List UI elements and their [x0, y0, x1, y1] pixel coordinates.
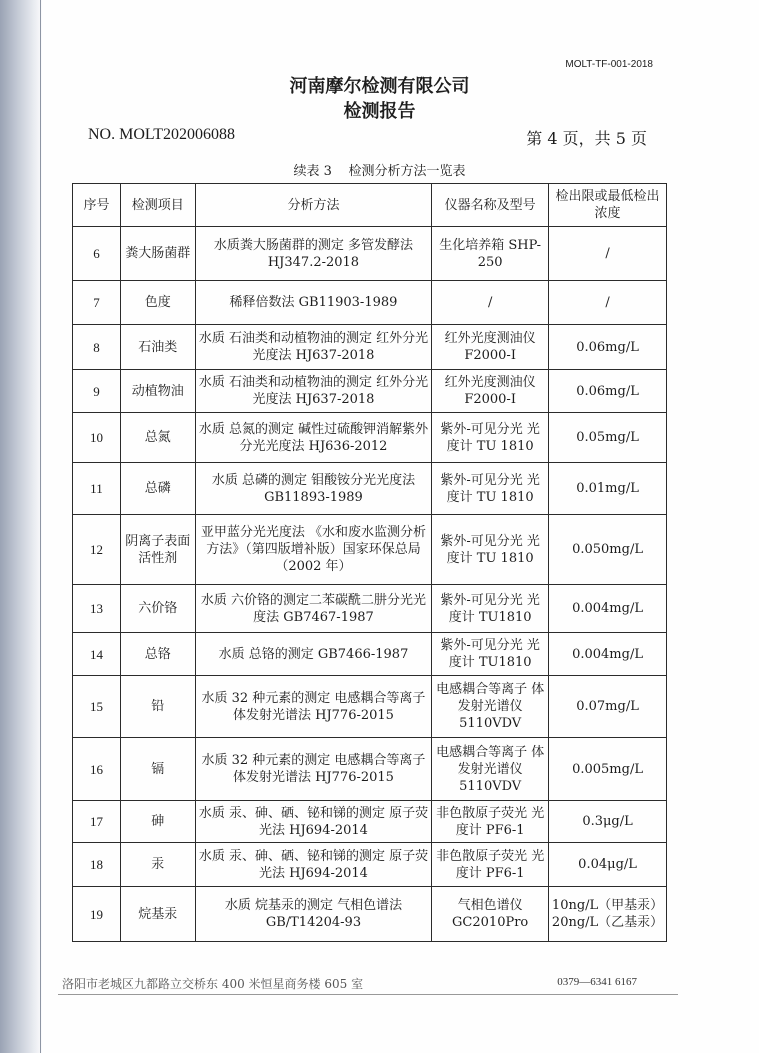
row-instrument: 红外光度测油仪 F2000-I — [432, 370, 549, 413]
report-number: NO. MOLT202006088 — [88, 126, 235, 143]
row-instrument: 红外光度测油仪 F2000-Ⅰ — [432, 325, 549, 370]
header-seq: 序号 — [73, 184, 121, 227]
table-row — [73, 738, 667, 801]
row-instrument: 紫外-可见分光 光度计 TU 1810 — [432, 515, 549, 585]
header-method: 分析方法 — [195, 184, 432, 227]
row-instrument: / — [432, 281, 549, 325]
row-method: 水质 总磷的测定 钼酸铵分光光度法 GB11893-1989 — [195, 463, 432, 515]
row-limit: 0.005mg/L — [549, 738, 667, 801]
methods-table — [72, 183, 667, 942]
footer-phone: 0379—6341 6167 — [557, 976, 637, 988]
row-instrument: 紫外-可见分光 光度计 TU 1810 — [432, 463, 549, 515]
row-item: 总氮 — [120, 413, 195, 463]
row-seq: 17 — [73, 801, 121, 843]
company-name: 河南摩尔检测有限公司 — [289, 76, 470, 97]
row-method: 水质 32 种元素的测定 电感耦合等离子体发射光谱法 HJ776-2015 — [195, 676, 432, 738]
row-method: 稀释倍数法 GB11903-1989 — [195, 281, 432, 325]
row-limit: 0.06mg/L — [549, 325, 667, 370]
header-instrument: 仪器名称及型号 — [432, 184, 549, 227]
row-item: 色度 — [120, 281, 195, 325]
row-seq: 9 — [73, 370, 121, 413]
row-method: 水质 32 种元素的测定 电感耦合等离子体发射光谱法 HJ776-2015 — [195, 738, 432, 801]
table-header-row — [73, 184, 667, 227]
row-method: 水质 汞、砷、硒、铋和锑的测定 原子荧光法 HJ694-2014 — [195, 843, 432, 887]
row-seq: 6 — [73, 227, 121, 281]
binding-divider — [40, 0, 41, 1053]
row-instrument: 紫外-可见分光 光度计 TU1810 — [432, 633, 549, 676]
document-code: MOLT-TF-001-2018 — [565, 59, 653, 70]
row-seq: 11 — [73, 463, 121, 515]
row-limit: 10ng/L（甲基汞） 20ng/L（乙基汞） — [549, 887, 667, 942]
row-limit: 0.06mg/L — [549, 370, 667, 413]
table-row — [73, 515, 667, 585]
row-method: 水质 石油类和动植物油的测定 红外分光光度法 HJ637-2018 — [195, 370, 432, 413]
row-item: 镉 — [120, 738, 195, 801]
row-item: 动植物油 — [120, 370, 195, 413]
row-limit: 0.3μg/L — [549, 801, 667, 843]
table-row — [73, 370, 667, 413]
row-limit: 0.04μg/L — [549, 843, 667, 887]
row-instrument: 电感耦合等离子 体发射光谱仪 5110VDV — [432, 676, 549, 738]
row-limit: 0.05mg/L — [549, 413, 667, 463]
row-method: 水质 总氮的测定 碱性过硫酸钾消解紫外分光光度法 HJ636-2012 — [195, 413, 432, 463]
row-seq: 14 — [73, 633, 121, 676]
table-row — [73, 325, 667, 370]
row-limit: 0.050mg/L — [549, 515, 667, 585]
row-item: 粪大肠菌群 — [120, 227, 195, 281]
row-limit: 0.07mg/L — [549, 676, 667, 738]
row-item: 阴离子表面活性剂 — [120, 515, 195, 585]
table-row — [73, 463, 667, 515]
row-method: 亚甲蓝分光光度法 《水和废水监测分析方法》（第四版增补版）国家环保总局（2002 年） — [195, 515, 432, 585]
row-instrument: 电感耦合等离子 体发射光谱仪 5110VDV — [432, 738, 549, 801]
row-instrument: 紫外-可见分光 光度计 TU 1810 — [432, 413, 549, 463]
row-seq: 8 — [73, 325, 121, 370]
row-limit: / — [549, 281, 667, 325]
table-row — [73, 227, 667, 281]
footer-divider — [58, 994, 678, 995]
row-seq: 18 — [73, 843, 121, 887]
row-limit: / — [549, 227, 667, 281]
row-item: 烷基汞 — [120, 887, 195, 942]
table-row — [73, 676, 667, 738]
row-item: 六价铬 — [120, 585, 195, 633]
footer-address: 洛阳市老城区九都路立交桥东 400 米恒星商务楼 605 室 — [62, 977, 364, 991]
header-item: 检测项目 — [120, 184, 195, 227]
table-row — [73, 843, 667, 887]
table-row — [73, 281, 667, 325]
row-seq: 16 — [73, 738, 121, 801]
row-instrument: 生化培养箱 SHP-250 — [432, 227, 549, 281]
row-item: 总铬 — [120, 633, 195, 676]
row-item: 石油类 — [120, 325, 195, 370]
row-seq: 19 — [73, 887, 121, 942]
row-method: 水质 石油类和动植物油的测定 红外分光光度法 HJ637-2018 — [195, 325, 432, 370]
row-item: 砷 — [120, 801, 195, 843]
table-row — [73, 887, 667, 942]
row-method: 水质 总铬的测定 GB7466-1987 — [195, 633, 432, 676]
row-seq: 12 — [73, 515, 121, 585]
row-limit: 0.004mg/L — [549, 585, 667, 633]
row-seq: 15 — [73, 676, 121, 738]
row-item: 汞 — [120, 843, 195, 887]
row-limit: 0.004mg/L — [549, 633, 667, 676]
row-method: 水质 汞、砷、硒、铋和锑的测定 原子荧光法 HJ694-2014 — [195, 801, 432, 843]
table-caption: 续表 3 检测分析方法一览表 — [293, 164, 466, 179]
row-item: 铅 — [120, 676, 195, 738]
row-seq: 13 — [73, 585, 121, 633]
page-indicator: 第 4 页，共 5 页 — [526, 129, 647, 148]
row-method: 水质 烷基汞的测定 气相色谱法 GB/T14204-93 — [195, 887, 432, 942]
row-limit: 0.01mg/L — [549, 463, 667, 515]
row-method: 水质 六价铬的测定二苯碳酰二肼分光光度法 GB7467-1987 — [195, 585, 432, 633]
row-method: 水质粪大肠菌群的测定 多管发酵法 HJ347.2-2018 — [195, 227, 432, 281]
row-instrument: 非色散原子荧光 光度计 PF6-1 — [432, 843, 549, 887]
row-item: 总磷 — [120, 463, 195, 515]
row-instrument: 气相色谱仪 GC2010Pro — [432, 887, 549, 942]
table-row — [73, 801, 667, 843]
row-seq: 10 — [73, 413, 121, 463]
row-instrument: 非色散原子荧光 光度计 PF6-1 — [432, 801, 549, 843]
table-row — [73, 413, 667, 463]
header-limit: 检出限或最低检出浓度 — [549, 184, 667, 227]
table-row — [73, 633, 667, 676]
table-row — [73, 585, 667, 633]
report-title: 检测报告 — [343, 101, 416, 122]
row-instrument: 紫外-可见分光 光度计 TU1810 — [432, 585, 549, 633]
page-binding-edge — [0, 0, 42, 1053]
row-seq: 7 — [73, 281, 121, 325]
